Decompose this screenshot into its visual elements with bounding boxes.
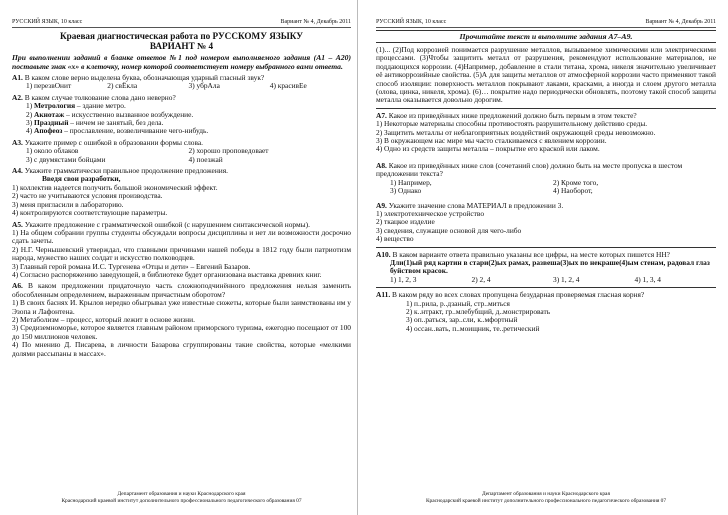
option: 1) перезвОнит bbox=[26, 81, 72, 91]
option: 4) красивЕе bbox=[269, 81, 307, 91]
term: Метрология bbox=[34, 101, 76, 111]
page-footer bbox=[6, 491, 357, 505]
question-number: А8. bbox=[376, 160, 387, 170]
option: 1) электротехническое устройство bbox=[376, 208, 485, 218]
reading-text: (1)... (2)Под коррозией понимается разрушение металлов, вызываемое химическими или электрическими процессами. (3)Чтобы защитить металл от разрушения, рекомендуют использование материалов, не поддающихся коррозии. (4)Например, добавление в стали титана, хрома, никеля значительно увеличивает её антикоррозийные свойства. (5)А для защиты металлов от атмосферной коррозии часто применяют такой способ изоляции: поверхность металлов покрывают лаками, красками, а иногда и слоем другого металла (олова, цинка, никеля, хрома). (6)… покрытие надо периодически обновлять, поэтому такой способ защиты металла оказывается довольно дорогим. bbox=[376, 45, 716, 105]
option: 3) Средиземноморье, которое является главным районом приморского туризма, ежегодно посещают от 100 до 150 миллионов человек. bbox=[12, 323, 351, 341]
question-number: А7. bbox=[376, 110, 387, 120]
option: 3) сведения, служащие основой для чего-либо bbox=[376, 225, 522, 235]
question-text: Укажите пример с ошибкой в образовании формы слова. bbox=[24, 137, 204, 147]
page-header bbox=[12, 18, 351, 28]
answer-options bbox=[376, 276, 716, 284]
question-text: В каком случае толкование слова дано неверно? bbox=[24, 92, 176, 102]
question-text: В каком слове верно выделена буква, обозначающая ударный гласный звук? bbox=[24, 73, 265, 82]
divider bbox=[376, 287, 716, 288]
option: 4) По мнению Д. Писарева, в личности Базарова сгруппированы такие свойства, которые «мелкими долями рассыпаны в массах». bbox=[12, 340, 351, 358]
term: Акнотаж bbox=[34, 109, 65, 119]
variant-title: ВАРИАНТ № 4 bbox=[149, 41, 214, 51]
option: 1) коллектив надеется получить большой экономический эффект. bbox=[12, 182, 218, 192]
option: 4) 1, 3, 4 bbox=[634, 274, 661, 284]
term: Апофеоз bbox=[34, 126, 63, 136]
option: 2) Метаболизм – процесс, который лежит в основе жизни. bbox=[12, 314, 195, 324]
answer-options bbox=[376, 179, 716, 196]
option-number: 4) bbox=[26, 126, 33, 136]
option: 4) вещество bbox=[376, 234, 414, 244]
task-instruction-box: Прочитайте текст и выполните задания А7–А9. bbox=[376, 30, 716, 43]
option bbox=[12, 127, 351, 135]
instructions: При выполнении заданий в бланке ответов №1 под номером выполняемого задания (А1 – А20) поставьте знак «х» в клеточку, номер которой соответствует номеру выбранного вами ответа. bbox=[12, 53, 351, 71]
question-a8 bbox=[376, 162, 716, 179]
definition: – прославление, возвеличивание чего-нибудь. bbox=[62, 126, 209, 136]
term: Праздный bbox=[34, 118, 69, 128]
question-number: А11. bbox=[376, 290, 391, 300]
option: 2) хорошо проповедовает bbox=[188, 146, 269, 156]
page-header bbox=[376, 18, 716, 28]
option: 2) к..нтракт, гр..млебубщий, д..монстрировать bbox=[406, 306, 551, 316]
header-variant: Вариант № 4, Декабрь 2011 bbox=[645, 19, 716, 25]
question-text: Какое из приведённых ниже предложений должно быть первым в этом тексте? bbox=[388, 110, 637, 120]
answer-options bbox=[12, 147, 351, 164]
question-text: Укажите грамматически правильное продолжение предложения. bbox=[24, 166, 228, 176]
option: 1) 1, 2, 3 bbox=[390, 274, 417, 284]
question-a6 bbox=[12, 282, 351, 299]
option-number: 2) bbox=[26, 109, 33, 119]
question-sentence: Дли(1)ый ряд картин в стари(2)ых рамах, развеша(3)ых по некраше(4)ым стенам, радовал глаз буйством красок. bbox=[390, 257, 710, 276]
question-text: Укажите предложение с грамматической ошибкой (с нарушением синтаксической нормы). bbox=[24, 219, 310, 229]
left-page bbox=[6, 0, 358, 515]
option: 2) часто не учитываются условия производства. bbox=[12, 191, 163, 201]
option: 3) меня пригласили в лабораторию. bbox=[12, 199, 124, 209]
footer-department: Департамент образования и науки Краснодарского края bbox=[482, 491, 610, 497]
question-number: А1. bbox=[12, 73, 23, 82]
option: 3) В окружающем нас мире мы часто сталкиваемся с явлением коррозии. bbox=[376, 136, 607, 146]
option: 2) свЁкла bbox=[107, 81, 138, 91]
header-subject: РУССКИЙ ЯЗЫК, 10 класс bbox=[376, 19, 447, 25]
option: 1) п..рила, р..дзаный, стр..миться bbox=[406, 298, 510, 308]
option: 2) ткацкое изделие bbox=[376, 217, 435, 227]
option: 1) около облаков bbox=[26, 146, 79, 156]
option: 4) Одно из средств защиты металла – покрытие его краской или лаком. bbox=[376, 144, 600, 154]
option: 4) Согласно распоряжению заведующей, в библиотеке будет организована выставка древних книг. bbox=[12, 269, 322, 279]
sentence-lead: Введя свои разработки, bbox=[42, 174, 121, 184]
option-number: 3) bbox=[26, 118, 33, 128]
question-text: Какое из приведённых ниже слов (сочетаний слов) должно быть на месте пропуска в шестом предложении текста? bbox=[376, 160, 683, 179]
question-number: А9. bbox=[376, 200, 387, 210]
option: 4) оссан..вать, п..моищник, те..ретический bbox=[406, 323, 540, 333]
question-number: А6. bbox=[12, 281, 23, 291]
option: 3) оп..раться, зар..сли, к..мфортный bbox=[406, 315, 518, 325]
question-number: А5. bbox=[12, 219, 23, 229]
option: 1) Некоторые материалы способны противостоять разрушительному действию среды. bbox=[376, 119, 648, 129]
definition: – искусственно вызванное возбуждение. bbox=[64, 109, 194, 119]
option: 1) На общем собрании группы студенты обсуждали вопросы дисциплины и нет ли возможности досрочно сдать зачеты. bbox=[12, 227, 351, 246]
option: 1) Например, bbox=[390, 177, 432, 187]
option: 4) поезжай bbox=[188, 154, 223, 164]
question-text: В каком ряду во всех словах пропущена безударная проверяемая гласная корня? bbox=[392, 290, 645, 300]
definition: – ничем не занятый, без дела. bbox=[68, 118, 164, 128]
option: 3) с двумястами бойцами bbox=[26, 154, 106, 164]
option: 2) Н.Г. Чернышевский утверждал, что главными причинами нашей победы в 1812 году были патриотизм народа, мужество наших солдат и искусство полководцев. bbox=[12, 244, 351, 263]
header-variant: Вариант № 4, Декабрь 2011 bbox=[280, 19, 351, 25]
header-subject: РУССКИЙ ЯЗЫК, 10 класс bbox=[12, 19, 83, 25]
divider bbox=[376, 108, 716, 109]
question-number: А3. bbox=[12, 137, 23, 147]
footer-institute: Краснодарский краевой институт дополнительного профессионального педагогического образования 07 bbox=[425, 498, 667, 504]
option: 2) Кроме того, bbox=[553, 177, 599, 187]
question-number: А10. bbox=[376, 249, 391, 259]
document-title: Краевая диагностическая работа по РУССКОМУ ЯЗЫКУ bbox=[60, 31, 303, 41]
option: 4) контролируются соответствующие параметры. bbox=[12, 208, 168, 218]
option: 3) убрАла bbox=[188, 81, 220, 91]
footer-department: Департамент образования и науки Краснодарского края bbox=[117, 491, 246, 497]
question-number: А2. bbox=[12, 92, 23, 102]
question-text: Укажите значение слова МАТЕРИАЛ в предложении 3. bbox=[388, 200, 564, 210]
question-text: В каком варианте ответа правильно указаны все цифры, на месте которых пишется НН? bbox=[392, 249, 670, 259]
question-text: В каком предложении придаточную часть сложноподчинённого предложения нельзя заменить обособленным определением, выраженным причастным оборотом? bbox=[12, 281, 351, 299]
footer-institute: Краснодарский краевой институт дополнительного профессионального педагогического образования 07 bbox=[61, 498, 302, 504]
answer-options bbox=[12, 82, 351, 90]
option: 2) Защитить металлы от неблагоприятных воздействий окружающей среды невозможно. bbox=[376, 127, 656, 137]
option: 2) 2, 4 bbox=[471, 274, 491, 284]
option: 3) 1, 2, 4 bbox=[553, 274, 580, 284]
option: 4) Наоборот, bbox=[553, 186, 593, 196]
option: 3) Однако bbox=[390, 186, 422, 196]
option-number: 1) bbox=[26, 101, 33, 111]
definition: – здание метро. bbox=[75, 101, 126, 111]
question-number: А4. bbox=[12, 166, 23, 176]
option: 3) Главный герой романа И.С. Тургенева «Отцы и дети» – Евгений Базаров. bbox=[12, 261, 251, 271]
right-page bbox=[370, 0, 722, 515]
page-footer bbox=[370, 491, 722, 505]
divider bbox=[376, 247, 716, 248]
option: 1) В своих баснях И. Крылов нередко обыгрывал уже известные сюжеты, которые были заимствованы им у Эзопа и Лафонтена. bbox=[12, 298, 351, 316]
